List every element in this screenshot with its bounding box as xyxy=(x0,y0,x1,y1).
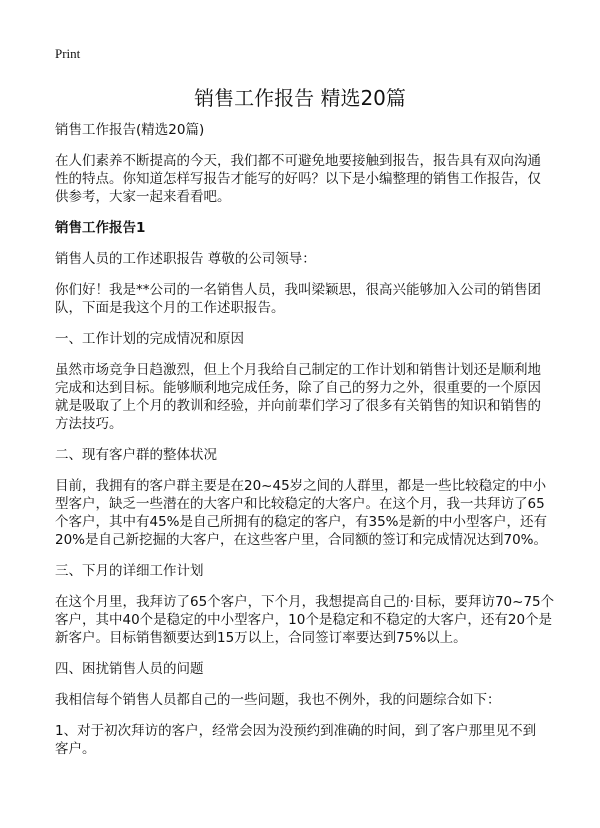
paragraph xyxy=(55,446,555,464)
text-line: 型客户，缺乏一些潜在的大客户和比较稳定的大客户。在这个月，我一共拜访了65 xyxy=(55,496,545,512)
paragraph xyxy=(55,281,555,317)
paragraph xyxy=(55,722,555,758)
text-line: 完成和达到目标。能够顺利地完成任务，除了自己的努力之外，很重要的一个原因 xyxy=(55,380,541,396)
text-line: 新客户。目标销售额要达到15万以上，合同签订率要达到75%以上。 xyxy=(55,630,467,646)
text-line: 目前，我拥有的客户群主要是在20~45岁之间的人群里，都是一些比较稳定的中小 xyxy=(55,478,547,494)
text-line: 就是吸取了上个月的教训和经验，并向前辈们学习了很多有关销售的知识和销售的 xyxy=(55,398,541,414)
paragraph xyxy=(55,691,555,709)
document-body xyxy=(55,121,555,771)
text-line: 在这个月里，我拜访了65个客户，下个月，我想提高自己的·目标，要拜访70~75个 xyxy=(55,594,555,610)
text-line: 四、困扰销售人员的问题 xyxy=(55,661,204,677)
paragraph xyxy=(55,250,555,268)
text-line: 销售工作报告1 xyxy=(55,220,146,236)
paragraph xyxy=(55,562,555,580)
text-line: 队，下面是我这个月的工作述职报告。 xyxy=(55,300,285,316)
text-line: 在人们素养不断提高的今天，我们都不可避免地要接触到报告，报告具有双向沟通 xyxy=(55,153,541,169)
paragraph xyxy=(55,593,555,647)
paragraph xyxy=(55,152,555,206)
paragraph xyxy=(55,330,555,348)
paragraph xyxy=(55,660,555,678)
text-line: 方法技巧。 xyxy=(55,416,123,432)
text-line: 你们好！我是**公司的一名销售人员，我叫梁颖思，很高兴能够加入公司的销售团 xyxy=(55,282,541,298)
print-link[interactable]: Print xyxy=(55,46,81,61)
text-line: 一、工作计划的完成情况和原因 xyxy=(55,331,244,347)
text-line: 虽然市场竞争日趋激烈，但上个月我给自己制定的工作计划和销售计划还是顺利地 xyxy=(55,362,541,378)
text-line: 性的特点。你知道怎样写报告才能写的好吗？以下是小编整理的销售工作报告，仅 xyxy=(55,171,541,187)
text-line: 二、现有客户群的整体状况 xyxy=(55,447,217,463)
paragraph xyxy=(55,361,555,433)
text-line: 我相信每个销售人员都自己的一些问题，我也不例外，我的问题综合如下： xyxy=(55,692,501,708)
text-line: 供参考，大家一起来看看吧。 xyxy=(55,189,231,205)
text-line: 客户。 xyxy=(55,741,96,757)
text-line: 1、对于初次拜访的客户，经常会因为没预约到准确的时间，到了客户那里见不到 xyxy=(55,723,537,739)
text-line: 销售工作报告(精选20篇) xyxy=(55,122,205,138)
text-line: 三、下月的详细工作计划 xyxy=(55,563,204,579)
text-line: 销售人员的工作述职报告 尊敬的公司领导： xyxy=(55,251,316,267)
section-heading xyxy=(55,219,555,237)
paragraph xyxy=(55,121,555,139)
text-line: 20%是自己新挖掘的大客户，在这些客户里，合同额的签订和完成情况达到70%。 xyxy=(55,532,548,548)
page-title: 销售工作报告 精选20篇 xyxy=(194,86,406,110)
paragraph xyxy=(55,477,555,549)
text-line: 客户，其中40个是稳定的中小型客户，10个是稳定和不稳定的大客户，还有20个是 xyxy=(55,612,553,628)
text-line: 个客户，其中有45%是自己所拥有的稳定的客户，有35%是新的中小型客户，还有 xyxy=(55,514,548,530)
